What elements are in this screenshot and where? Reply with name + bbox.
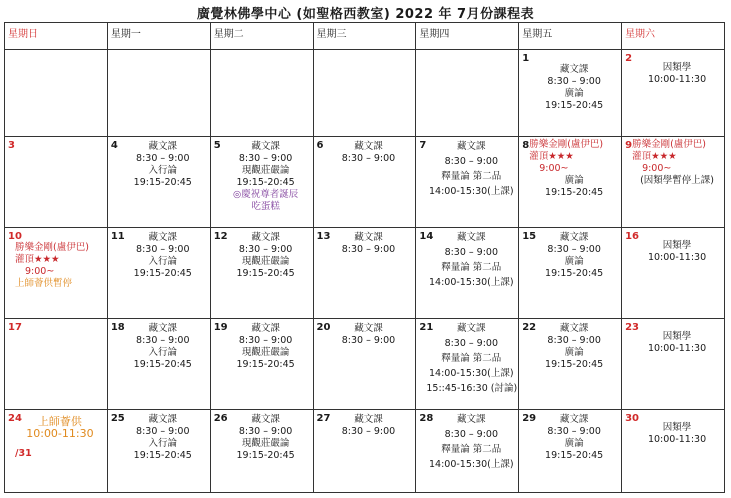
day-schedule <box>426 141 516 201</box>
schedule-line: 8:30 – 9:00 <box>136 426 190 437</box>
event-line: 灌頂★★★ <box>529 151 574 162</box>
day-cell <box>416 228 519 319</box>
schedule-line: 現觀莊嚴論 <box>241 256 290 267</box>
event-line: 勝樂金剛(盧伊巴) <box>15 242 89 253</box>
day-cell <box>519 137 622 228</box>
day-suffix: /31 <box>15 448 32 459</box>
day-number: 15 <box>522 231 537 242</box>
schedule-line: 8:30 – 9:00 <box>136 153 190 164</box>
day-schedule <box>632 422 722 446</box>
day-schedule <box>632 62 722 86</box>
day-cell <box>313 319 416 410</box>
day-number: 20 <box>316 322 331 333</box>
schedule-line: 現觀莊嚴論 <box>241 165 290 176</box>
day-cell <box>519 319 622 410</box>
schedule-line: 藏文課 <box>251 414 280 425</box>
schedule-line: 19:15-20:45 <box>545 187 604 198</box>
schedule-line: 釋量論 第二品 <box>441 171 502 182</box>
day-number: 30 <box>625 413 639 424</box>
schedule-line: 入行論 <box>148 165 178 176</box>
schedule-line: 8:30 – 9:00 <box>547 335 601 346</box>
day-number: 8 <box>522 140 530 151</box>
day-number: 27 <box>316 413 331 424</box>
day-number: 21 <box>419 322 434 333</box>
schedule-line: 8:30 – 9:00 <box>547 426 601 437</box>
day-cell <box>313 50 416 137</box>
day-cell-content <box>622 228 724 318</box>
schedule-line: 19:15-20:45 <box>133 359 192 370</box>
schedule-line: 因類學 <box>662 331 692 342</box>
week-row <box>5 228 725 319</box>
day-cell <box>519 228 622 319</box>
day-cell <box>5 137 108 228</box>
day-cell <box>416 50 519 137</box>
event-line: 9:00~ <box>642 163 672 174</box>
special-line: 上師薈供 <box>37 415 82 428</box>
day-schedule <box>529 323 619 371</box>
note-line: 吃蛋糕 <box>251 201 280 212</box>
day-cell-content <box>519 50 621 136</box>
event-line: 勝樂金剛(盧伊巴) <box>529 139 604 150</box>
schedule-line: 10:00-11:30 <box>647 74 707 85</box>
day-number: 14 <box>419 231 434 242</box>
day-cell-content <box>416 228 518 318</box>
day-cell-content <box>108 410 210 492</box>
day-number: 22 <box>522 322 537 333</box>
day-number: 7 <box>419 140 427 151</box>
week-row <box>5 137 725 228</box>
schedule-line: 現觀莊嚴論 <box>241 438 290 449</box>
schedule-line: 藏文課 <box>457 323 486 334</box>
schedule-line: 8:30 – 9:00 <box>136 244 190 255</box>
schedule-line: 8:30 – 9:00 <box>341 244 396 255</box>
schedule-line: 19:15-20:45 <box>545 450 604 461</box>
day-schedule <box>324 414 414 438</box>
day-schedule <box>118 414 208 462</box>
day-number: 29 <box>522 413 537 424</box>
day-number: 26 <box>213 413 228 424</box>
day-cell <box>622 319 725 410</box>
schedule-line: 藏文課 <box>559 232 589 243</box>
schedule-line: 10:00-11:30 <box>647 343 707 354</box>
day-cell-content <box>211 137 313 227</box>
schedule-line: 15::45-16:30 (討論) <box>426 383 518 394</box>
day-schedule <box>632 139 722 187</box>
day-cell-content <box>5 319 107 409</box>
day-cell <box>210 137 313 228</box>
schedule-line: 因類學 <box>662 422 692 433</box>
schedule-line: 8:30 – 9:00 <box>341 426 396 437</box>
week-row <box>5 319 725 410</box>
day-schedule <box>221 141 311 213</box>
page-title: 廣覺林佛學中心 (如聖格西教室) 2022 年 7月份課程表 <box>196 7 535 22</box>
day-number: 17 <box>8 322 22 333</box>
day-cell <box>519 410 622 493</box>
day-cell-content <box>519 137 621 227</box>
schedule-line: 19:15-20:45 <box>545 100 604 111</box>
header-wednesday: 星期三 <box>313 23 416 50</box>
schedule-line: 19:15-20:45 <box>236 177 295 188</box>
day-cell-content <box>416 137 518 227</box>
day-schedule <box>529 64 619 112</box>
day-number: 12 <box>213 231 228 242</box>
schedule-line: 釋量論 第二品 <box>441 353 502 364</box>
schedule-line: 藏文課 <box>251 323 280 334</box>
day-cell <box>416 319 519 410</box>
day-number: 1 <box>522 53 530 64</box>
schedule-line: 入行論 <box>148 438 178 449</box>
schedule-line: 藏文課 <box>354 323 383 334</box>
day-cell-content <box>314 410 416 492</box>
day-schedule <box>221 232 311 280</box>
schedule-line: 藏文課 <box>457 232 486 243</box>
day-cell <box>210 50 313 137</box>
schedule-line: 8:30 – 9:00 <box>341 335 396 346</box>
schedule-line: 釋量論 第二品 <box>441 444 502 455</box>
day-cell-content <box>314 50 416 136</box>
schedule-line: 8:30 – 9:00 <box>444 429 499 440</box>
schedule-line: 14:00-15:30(上課) <box>428 277 514 288</box>
day-cell-content <box>622 137 724 227</box>
day-number: 23 <box>625 322 639 333</box>
day-cell-content <box>314 319 416 409</box>
day-cell-content <box>416 319 518 409</box>
day-schedule <box>221 414 311 462</box>
schedule-line: 14:00-15:30(上課) <box>428 368 514 379</box>
header-tuesday: 星期二 <box>210 23 313 50</box>
day-cell-content <box>314 228 416 318</box>
day-cell-content <box>108 319 210 409</box>
schedule-line: 8:30 – 9:00 <box>136 335 190 346</box>
schedule-line: 藏文課 <box>559 323 589 334</box>
calendar-table <box>4 22 725 493</box>
schedule-line: 19:15-20:45 <box>236 268 295 279</box>
day-cell-content <box>314 137 416 227</box>
day-number: 6 <box>316 140 324 151</box>
schedule-line: 8:30 – 9:00 <box>444 247 499 258</box>
day-number: 10 <box>8 231 22 242</box>
day-number: 3 <box>8 140 15 151</box>
schedule-line: 藏文課 <box>457 414 486 425</box>
schedule-line: 8:30 – 9:00 <box>238 335 293 346</box>
special-line: 10:00-11:30 <box>26 427 94 440</box>
day-cell-content <box>211 50 313 136</box>
day-schedule <box>529 232 619 280</box>
schedule-line: 19:15-20:45 <box>133 450 192 461</box>
schedule-line: 藏文課 <box>354 232 383 243</box>
day-schedule <box>632 331 722 355</box>
schedule-line: 8:30 – 9:00 <box>341 153 396 164</box>
schedule-line: 8:30 – 9:00 <box>547 244 601 255</box>
day-cell-content <box>519 228 621 318</box>
schedule-line: 廣論 <box>564 438 584 449</box>
day-cell <box>5 228 108 319</box>
schedule-line: 廣論 <box>564 256 584 267</box>
day-cell-content <box>519 319 621 409</box>
header-saturday: 星期六 <box>622 23 725 50</box>
schedule-line: 8:30 – 9:00 <box>547 76 601 87</box>
event-line: 9:00~ <box>25 266 55 277</box>
note-line: 上師薈供暫停 <box>15 278 73 289</box>
schedule-line: 廣論 <box>564 88 584 99</box>
day-schedule <box>324 141 414 165</box>
schedule-line: 19:15-20:45 <box>236 359 295 370</box>
event-line: 勝樂金剛(盧伊巴) <box>632 139 706 150</box>
schedule-line: 入行論 <box>148 347 178 358</box>
day-cell <box>5 50 108 137</box>
week-row <box>5 50 725 137</box>
schedule-line: 釋量論 第二品 <box>441 262 502 273</box>
day-schedule <box>118 232 208 280</box>
weekday-header-row <box>5 23 725 50</box>
schedule-line: 8:30 – 9:00 <box>238 153 293 164</box>
schedule-line: 廣論 <box>564 175 584 186</box>
schedule-line: 藏文課 <box>148 232 178 243</box>
day-cell <box>5 410 108 493</box>
day-number: 4 <box>110 140 118 151</box>
schedule-line: 藏文課 <box>354 141 383 152</box>
day-schedule <box>118 323 208 371</box>
day-schedule <box>529 139 619 199</box>
schedule-line: 14:00-15:30(上課) <box>428 186 514 197</box>
schedule-line: 因類學 <box>662 62 692 73</box>
day-schedule <box>324 323 414 347</box>
day-cell <box>107 228 210 319</box>
day-cell-content <box>5 137 107 227</box>
day-number: 18 <box>110 322 125 333</box>
day-cell <box>622 228 725 319</box>
day-schedule <box>324 232 414 256</box>
schedule-line: 藏文課 <box>148 141 178 152</box>
day-number: 16 <box>625 231 639 242</box>
schedule-line: 因類學 <box>662 240 692 251</box>
schedule-line: (因類學暫停上課) <box>640 175 714 186</box>
day-cell-content <box>5 50 107 136</box>
schedule-line: 藏文課 <box>559 64 589 75</box>
day-cell-content <box>622 319 724 409</box>
schedule-line: 19:15-20:45 <box>133 177 192 188</box>
schedule-line: 8:30 – 9:00 <box>238 426 293 437</box>
day-cell <box>622 137 725 228</box>
day-schedule <box>15 416 105 460</box>
event-line: 9:00~ <box>539 163 569 174</box>
day-cell-content <box>416 410 518 492</box>
day-cell-content <box>108 137 210 227</box>
note-line: ◎慶祝尊者誕辰 <box>232 189 299 200</box>
schedule-line: 19:15-20:45 <box>545 268 604 279</box>
schedule-line: 8:30 – 9:00 <box>444 338 499 349</box>
day-schedule <box>15 242 105 290</box>
day-number: 9 <box>625 140 633 151</box>
schedule-line: 藏文課 <box>251 232 280 243</box>
schedule-line: 8:30 – 9:00 <box>444 156 499 167</box>
day-schedule <box>221 323 311 371</box>
header-friday: 星期五 <box>519 23 622 50</box>
day-cell <box>210 319 313 410</box>
day-cell <box>107 137 210 228</box>
schedule-line: 藏文課 <box>457 141 486 152</box>
schedule-line: 入行論 <box>148 256 178 267</box>
day-cell <box>210 410 313 493</box>
day-cell-content <box>622 410 724 492</box>
day-cell-content <box>5 228 107 318</box>
day-schedule <box>529 414 619 462</box>
day-cell <box>519 50 622 137</box>
day-schedule <box>632 240 722 264</box>
schedule-line: 19:15-20:45 <box>545 359 604 370</box>
day-cell <box>622 50 725 137</box>
day-cell <box>107 50 210 137</box>
header-monday: 星期一 <box>107 23 210 50</box>
day-cell-content <box>211 410 313 492</box>
day-number: 25 <box>110 413 125 424</box>
day-number: 24 <box>8 413 22 424</box>
event-line: 灌頂★★★ <box>632 151 677 162</box>
schedule-line: 19:15-20:45 <box>236 450 295 461</box>
schedule-line: 10:00-11:30 <box>647 434 707 445</box>
day-schedule <box>426 323 516 398</box>
schedule-line: 藏文課 <box>354 414 383 425</box>
schedule-line: 10:00-11:30 <box>647 252 707 263</box>
day-cell <box>313 137 416 228</box>
day-cell-content <box>211 228 313 318</box>
schedule-line: 藏文課 <box>559 414 589 425</box>
schedule-line: 現觀莊嚴論 <box>241 347 290 358</box>
day-cell <box>622 410 725 493</box>
day-cell <box>107 410 210 493</box>
day-cell <box>5 319 108 410</box>
day-number: 28 <box>419 413 434 424</box>
day-schedule <box>118 141 208 189</box>
day-number: 2 <box>625 53 633 64</box>
day-number: 19 <box>213 322 228 333</box>
day-number: 11 <box>110 231 125 242</box>
day-cell <box>210 228 313 319</box>
event-line: 灌頂★★★ <box>15 254 60 265</box>
header-thursday: 星期四 <box>416 23 519 50</box>
day-cell <box>416 137 519 228</box>
day-cell-content <box>108 228 210 318</box>
day-cell <box>313 228 416 319</box>
day-cell <box>313 410 416 493</box>
day-cell-content <box>211 319 313 409</box>
schedule-line: 藏文課 <box>148 414 178 425</box>
day-cell-content <box>5 410 107 492</box>
day-cell-content <box>519 410 621 492</box>
header-sunday: 星期日 <box>5 23 108 50</box>
schedule-line: 藏文課 <box>148 323 178 334</box>
day-number: 13 <box>316 231 331 242</box>
day-number: 5 <box>213 140 221 151</box>
week-row <box>5 410 725 493</box>
schedule-line: 19:15-20:45 <box>133 268 192 279</box>
day-schedule <box>426 232 516 292</box>
day-schedule <box>426 414 516 474</box>
schedule-line: 藏文課 <box>251 141 280 152</box>
day-cell-content <box>622 50 724 136</box>
day-cell-content <box>108 50 210 136</box>
day-cell-content <box>416 50 518 136</box>
day-cell <box>416 410 519 493</box>
schedule-line: 8:30 – 9:00 <box>238 244 293 255</box>
day-cell <box>107 319 210 410</box>
schedule-line: 14:00-15:30(上課) <box>428 459 514 470</box>
schedule-line: 廣論 <box>564 347 584 358</box>
